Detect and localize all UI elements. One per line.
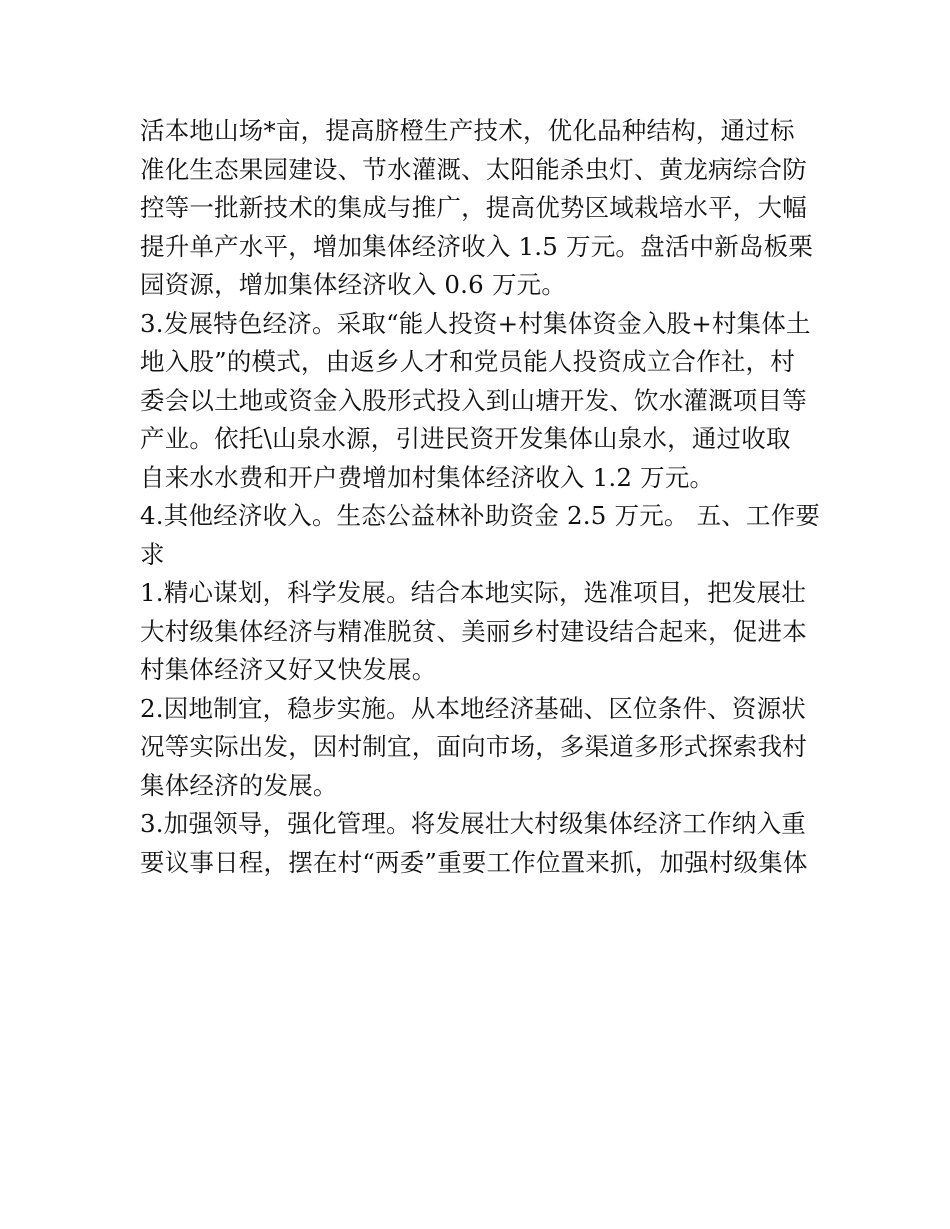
- text-line: 2.因地制宜，稳步实施。从本地经济基础、区位条件、资源状: [140, 693, 806, 723]
- text-line: 集体经济的发展。: [140, 770, 338, 800]
- text-line: 要议事日程，摆在村“两委”重要工作位置来抓，加强村级集体: [140, 847, 808, 877]
- text-line: 提升单产水平，增加集体经济收入 1.5 万元。盘活中新岛板栗: [140, 231, 814, 261]
- text-line: 大村级集体经济与精准脱贫、美丽乡村建设结合起来，促进本: [140, 616, 807, 646]
- text-line: 3.加强领导，强化管理。将发展壮大村级集体经济工作纳入重: [140, 809, 806, 838]
- text-line: 自来水水费和开户费增加村集体经济收入 1.2 万元。: [140, 462, 715, 492]
- text-line: 产业。依托\山泉水源，引进民资开发集体山泉水，通过收取: [140, 424, 791, 453]
- document-body: [140, 112, 820, 882]
- text-line: 准化生态果园建设、节水灌溉、太阳能杀虫灯、黄龙病综合防: [140, 154, 807, 184]
- text-line: 委会以土地或资金入股形式投入到山塘开发、饮水灌溉项目等: [140, 385, 807, 415]
- text-line: 控等一批新技术的集成与推广，提高优势区域栽培水平，大幅: [140, 193, 807, 222]
- text-line: 1.精心谋划，科学发展。结合本地实际，选准项目，把发展壮: [140, 578, 806, 607]
- text-line: 活本地山场*亩，提高脐橙生产技术，优化品种结构，通过标: [140, 116, 795, 145]
- text-line: 求: [140, 539, 165, 569]
- text-line: 地入股”的模式，由返乡人才和党员能人投资成立合作社，村: [140, 347, 795, 376]
- text-line: 况等实际出发，因村制宜，面向市场，多渠道多形式探索我村: [140, 732, 807, 761]
- text-line: 村集体经济又好又快发展。: [140, 655, 437, 684]
- text-line: 园资源，增加集体经济收入 0.6 万元。: [140, 270, 567, 299]
- text-line: 4.其他经济收入。生态公益林补助资金 2.5 万元。 五、工作要: [140, 501, 821, 530]
- text-line: 3.发展特色经济。采取“能人投资+村集体资金入股+村集体土: [140, 308, 811, 338]
